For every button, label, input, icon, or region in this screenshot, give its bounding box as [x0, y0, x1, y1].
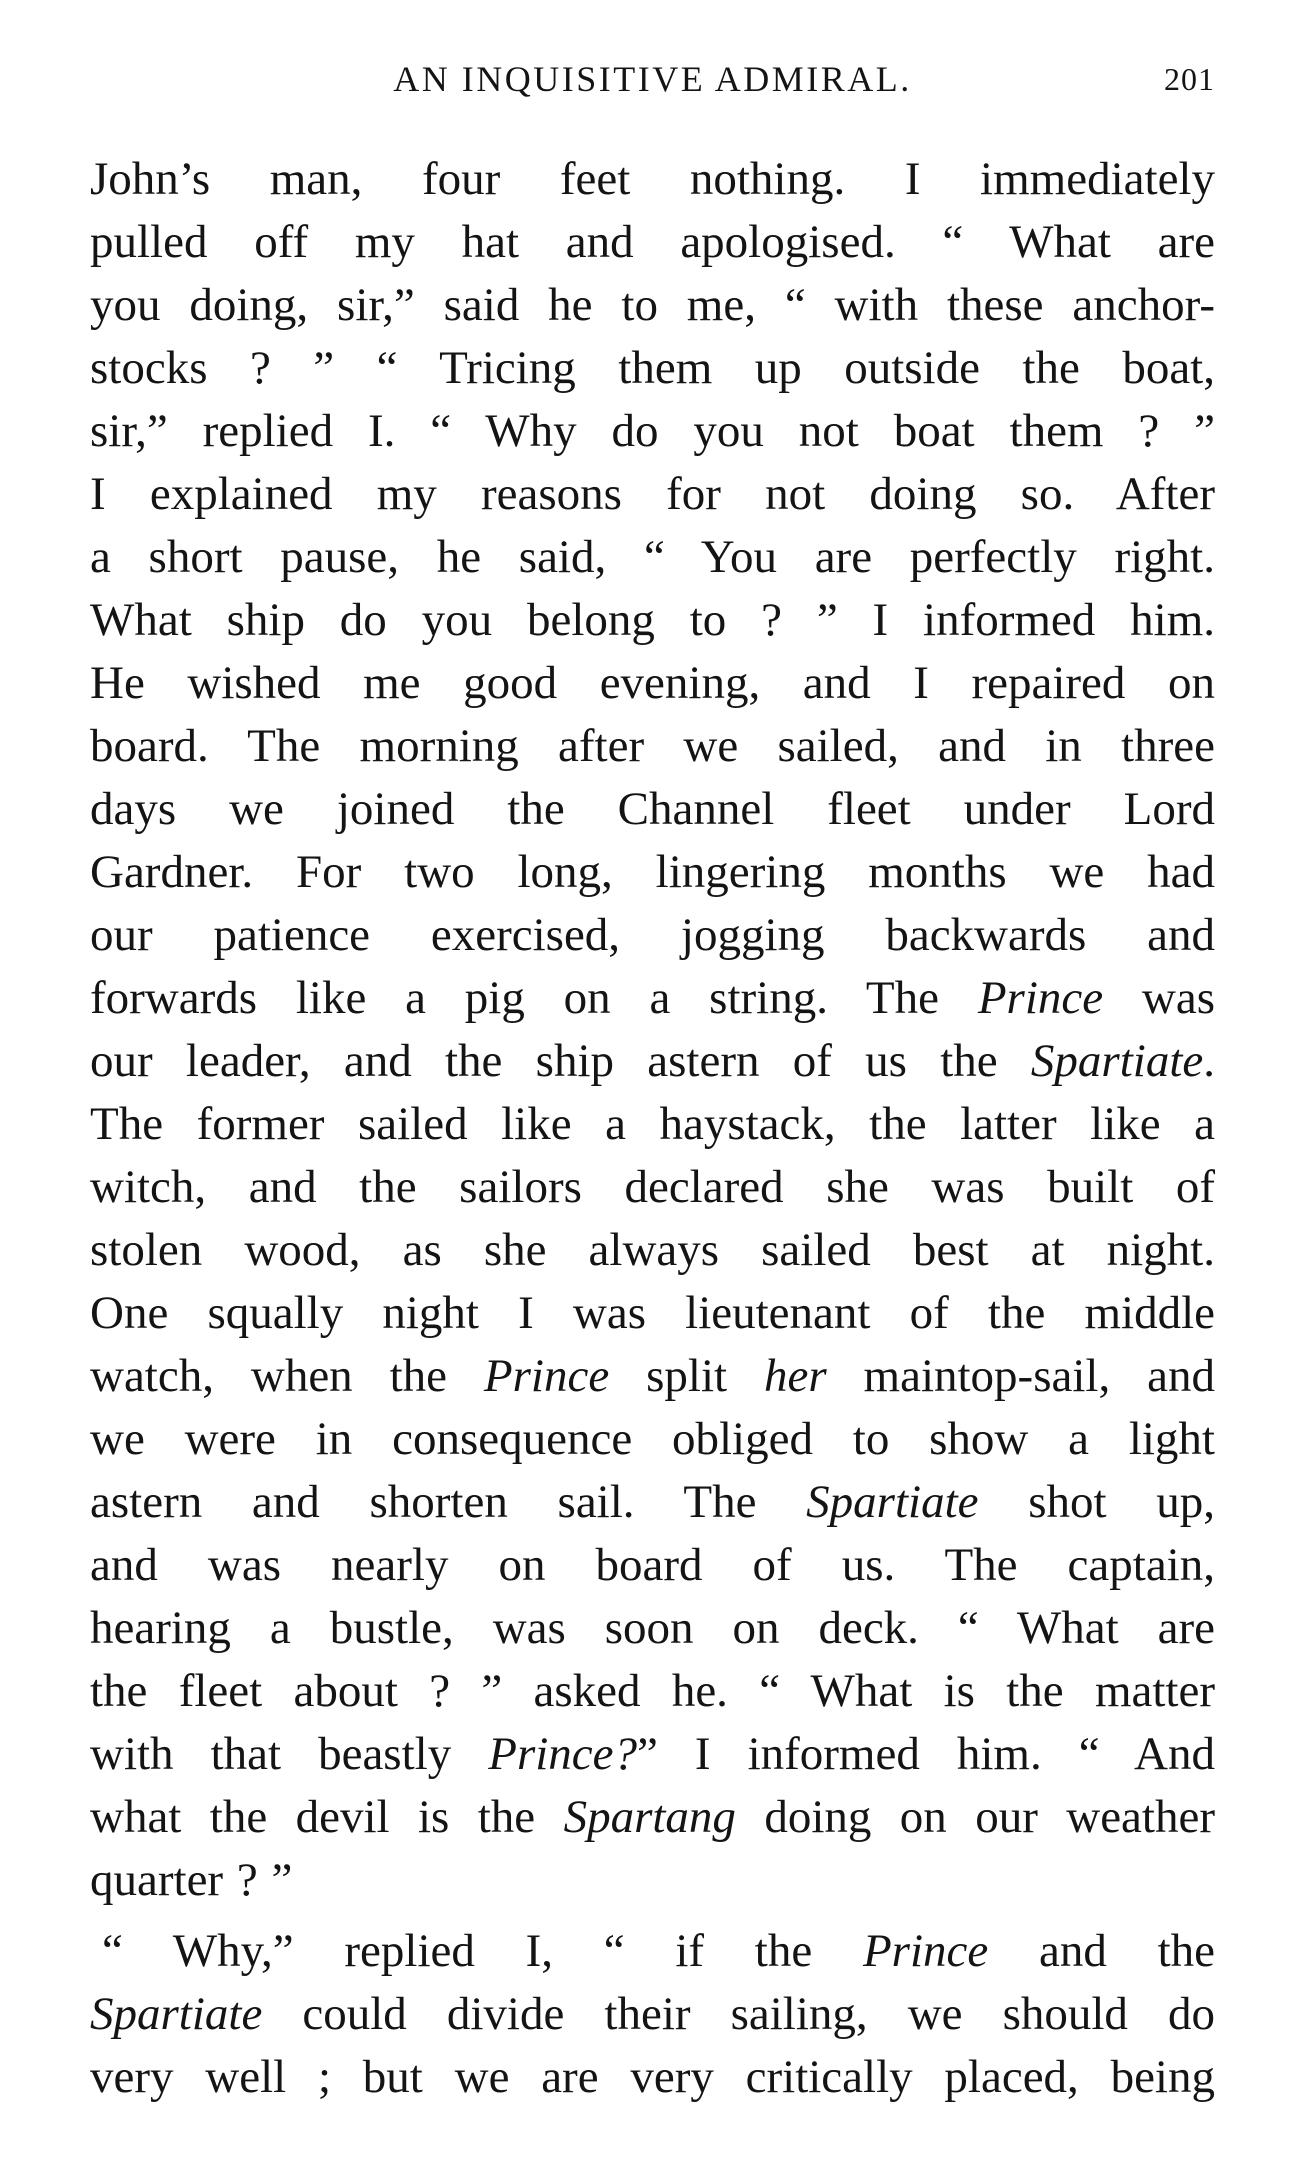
italic-text: Spartiate [90, 1988, 263, 2040]
text-line: witch, and the sailors declared she was built of [90, 1161, 1215, 1213]
body-text [90, 148, 1215, 2109]
text-line: and was nearly on board of us. The captain, [90, 1539, 1215, 1591]
italic-text: her [763, 1350, 827, 1402]
italic-text: Spartiate [1030, 1035, 1204, 1087]
text-line: a short pause, he said, “ You are perfectly right. [90, 531, 1215, 583]
text-line: “ Why,” replied I, “ if the Prince and the [102, 1925, 1216, 1977]
text-line: astern and shorten sail. The Spartiate shot up, [90, 1476, 1215, 1528]
italic-text: Prince? [488, 1728, 638, 1780]
text-line: sir,” replied I. “ Why do you not boat them ? ” [90, 405, 1215, 457]
text-line: pulled off my hat and apologised. “ What are [90, 216, 1215, 268]
text-line: hearing a bustle, was soon on deck. “ What are [90, 1602, 1215, 1654]
text-line: I explained my reasons for not doing so. After [90, 468, 1215, 520]
text-line: we were in consequence obliged to show a light [90, 1413, 1215, 1465]
text-line: stolen wood, as she always sailed best at night. [90, 1224, 1215, 1276]
text-line: with that beastly Prince?” I informed him. “ And [90, 1728, 1215, 1780]
italic-text: Prince [483, 1350, 610, 1402]
italic-text: Spartiate [806, 1476, 979, 1528]
italic-text: Spartang [563, 1791, 736, 1843]
page-number: 201 [1164, 61, 1215, 97]
italic-text: Prince [977, 972, 1104, 1024]
text-line: board. The morning after we sailed, and in three [90, 720, 1215, 772]
text-line: quarter ? ” [90, 1854, 293, 1906]
running-title: AN INQUISITIVE ADMIRAL. [393, 59, 912, 99]
text-line: John’s man, four feet nothing. I immediately [90, 153, 1215, 205]
text-line: you doing, sir,” said he to me, “ with these anchor- [90, 279, 1215, 331]
text-line: our leader, and the ship astern of us the Spartiate. [90, 1035, 1215, 1087]
running-head [90, 58, 1215, 108]
text-line: what the devil is the Spartang doing on our weather [90, 1791, 1215, 1843]
text-line: watch, when the Prince split her maintop-sail, and [90, 1350, 1215, 1402]
text-line: stocks ? ” “ Tricing them up outside the boat, [90, 342, 1215, 394]
text-line: very well ; but we are very critically placed, being [90, 2051, 1215, 2103]
text-line: The former sailed like a haystack, the latter like a [90, 1098, 1215, 1150]
text-line: He wished me good evening, and I repaired on [90, 657, 1215, 709]
text-line: days we joined the Channel fleet under Lord [90, 783, 1215, 835]
text-line: forwards like a pig on a string. The Prince was [90, 972, 1215, 1024]
text-line: our patience exercised, jogging backwards and [90, 909, 1215, 961]
text-line: Gardner. For two long, lingering months we had [90, 846, 1215, 898]
text-line: What ship do you belong to ? ” I informed him. [90, 594, 1215, 646]
text-line: Spartiate could divide their sailing, we should do [90, 1988, 1215, 2040]
text-line: the fleet about ? ” asked he. “ What is the matter [90, 1665, 1215, 1717]
text-line: One squally night I was lieutenant of the middle [90, 1287, 1215, 1339]
italic-text: Prince [862, 1925, 989, 1977]
